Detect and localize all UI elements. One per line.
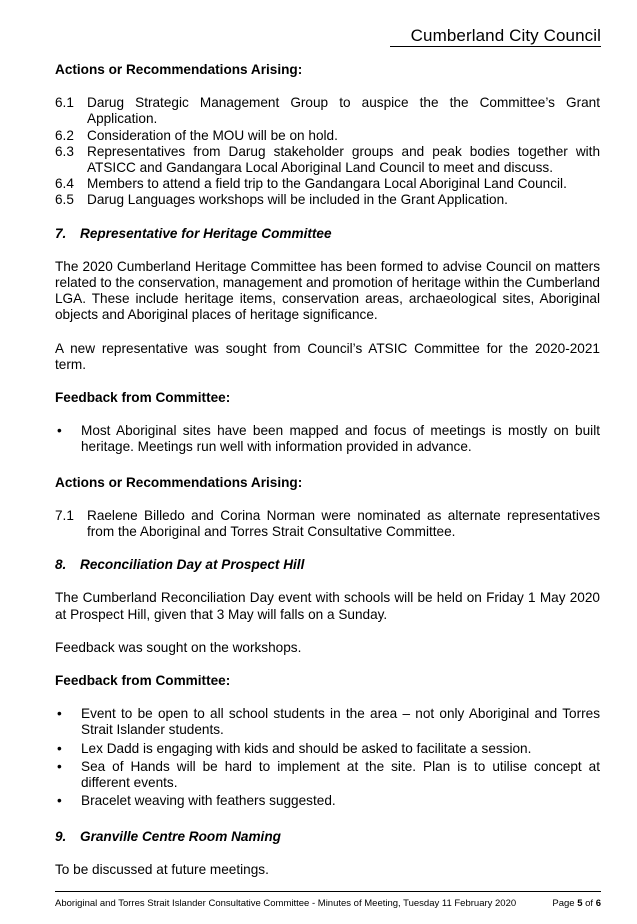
section-9-heading xyxy=(55,829,600,845)
item-text: Raelene Billedo and Corina Norman were nominated as alternate representatives from the Aboriginal and Torres Strait Consultative Committee. xyxy=(87,507,600,540)
action-item-6-1 xyxy=(55,95,600,127)
page-header xyxy=(0,0,637,46)
item-text: Representatives from Darug stakeholder groups and peak bodies together with ATSICC and Gandangara Local Aboriginal Land Council to meet and discuss. xyxy=(87,143,600,176)
item-text: Bracelet weaving with feathers suggested. xyxy=(81,793,336,809)
bullet-icon: • xyxy=(57,758,62,774)
feedback-item xyxy=(55,741,600,757)
action-item-6-5 xyxy=(55,192,600,208)
section-7-heading xyxy=(55,226,600,242)
feedback-item xyxy=(55,793,600,809)
action-item-6-3 xyxy=(55,144,600,176)
item-number: 6.4 xyxy=(55,176,74,192)
bullet-icon: • xyxy=(57,423,62,439)
section-number: 8. xyxy=(55,557,67,573)
item-number: 6.5 xyxy=(55,192,74,208)
action-item-6-2 xyxy=(55,128,600,144)
section-number: 7. xyxy=(55,225,67,241)
item-text: Members to attend a field trip to the Gandangara Local Aboriginal Land Council. xyxy=(87,176,567,192)
section-8-paragraph-2: Feedback was sought on the workshops. xyxy=(55,639,302,655)
item-text: Consideration of the MOU will be on hold. xyxy=(87,127,338,143)
section-number: 9. xyxy=(55,828,67,844)
feedback-heading-2: Feedback from Committee: xyxy=(55,673,231,689)
bullet-icon: • xyxy=(57,706,62,722)
section-8-paragraph-1: The Cumberland Reconciliation Day event with schools will be held on Friday 1 May 2020 at Prospect Hill, given that 3 May will falls on a Sunday. xyxy=(55,590,600,622)
feedback-item xyxy=(55,706,600,738)
feedback-heading-1: Feedback from Committee: xyxy=(55,390,231,406)
actions-heading-1: Actions or Recommendations Arising: xyxy=(55,62,303,77)
section-title: Granville Centre Room Naming xyxy=(80,828,281,844)
section-title: Representative for Heritage Committee xyxy=(80,225,332,241)
action-item-7-1 xyxy=(55,508,600,540)
item-text: Sea of Hands will be hard to implement at the site. Plan is to utilise concept at different events. xyxy=(81,758,600,791)
footer-meeting-info: Aboriginal and Torres Strait Islander Consultative Committee - Minutes of Meeting, Tuesday 11 February 2020 xyxy=(55,898,517,909)
organization-name: Cumberland City Council xyxy=(410,26,601,45)
item-text: Lex Dadd is engaging with kids and should be asked to facilitate a session. xyxy=(81,740,532,756)
page-footer xyxy=(55,891,601,909)
section-7-paragraph-1: The 2020 Cumberland Heritage Committee has been formed to advise Council on matters related to the conservation, management and promotion of heritage within the Cumberland LGA. These include heritage items, conservation areas, archaeological sites, Aboriginal objects and Aboriginal places of heritage significance. xyxy=(55,258,600,323)
section-9-paragraph-1: To be discussed at future meetings. xyxy=(55,861,269,877)
section-8-heading xyxy=(55,557,600,573)
feedback-item xyxy=(55,759,600,791)
section-7-paragraph-2: A new representative was sought from Council’s ATSIC Committee for the 2020-2021 term. xyxy=(55,340,600,372)
feedback-item xyxy=(55,423,600,455)
item-text: Darug Strategic Management Group to auspice the the Committee’s Grant Application. xyxy=(87,95,600,127)
page-number: Page 5 of 6 xyxy=(552,898,601,909)
item-number: 6.1 xyxy=(55,95,74,111)
bullet-icon: • xyxy=(57,793,62,809)
item-number: 6.3 xyxy=(55,143,74,159)
actions-heading-2: Actions or Recommendations Arising: xyxy=(55,474,303,490)
item-text: Event to be open to all school students in the area – not only Aboriginal and Torres Strait Islander students. xyxy=(81,706,600,738)
feedback-list-1 xyxy=(55,423,600,455)
header-rule xyxy=(390,46,601,47)
action-item-6-4 xyxy=(55,176,600,192)
actions-list-2 xyxy=(55,508,600,540)
feedback-list-2 xyxy=(55,706,600,809)
actions-list-1 xyxy=(55,95,600,208)
item-number: 7.1 xyxy=(55,507,74,523)
section-title: Reconciliation Day at Prospect Hill xyxy=(80,557,305,573)
item-number: 6.2 xyxy=(55,127,74,143)
document-body xyxy=(55,62,600,878)
item-text: Most Aboriginal sites have been mapped and focus of meetings is mostly on built heritage. Meetings run well with information provided in advance. xyxy=(81,423,600,455)
bullet-icon: • xyxy=(57,740,62,756)
item-text: Darug Languages workshops will be included in the Grant Application. xyxy=(87,192,508,208)
